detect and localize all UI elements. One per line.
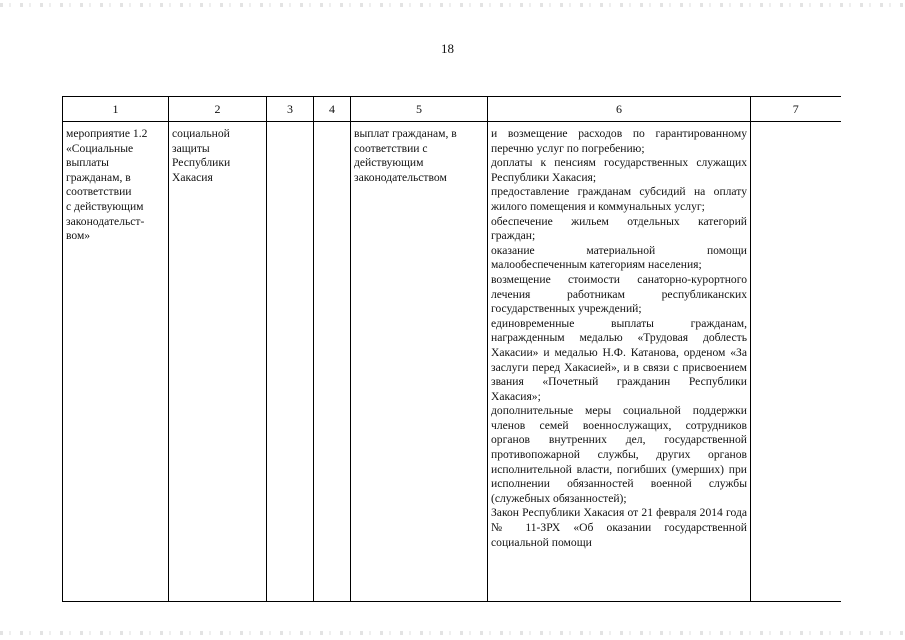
empty-cell-7 xyxy=(751,122,841,602)
empty-cell-3 xyxy=(267,122,314,602)
description-paragraph: доплаты к пенсиям государственных служащих Республики Хакасия; xyxy=(491,156,747,184)
header-col-2: 2 xyxy=(169,97,267,122)
header-col-7: 7 xyxy=(751,97,841,122)
result-cell: выплат гражданам, в соответствии с действующим законодательством xyxy=(351,122,488,602)
header-col-3: 3 xyxy=(267,97,314,122)
description-paragraph: оказание материальной помощи малообеспеченным категориям населения; xyxy=(491,243,747,272)
measure-name-cell: мероприятие 1.2 «Социальные выплаты гражданам, в соответствии с действующим законодательст- вом» xyxy=(63,122,169,602)
table-row xyxy=(63,122,841,602)
header-row xyxy=(63,97,841,122)
header-col-6: 6 xyxy=(488,97,751,122)
description-paragraph: Закон Республики Хакасия от 21 февраля 2014 года № 11-ЗРХ «Об оказании государственной социальной помощи xyxy=(491,506,747,549)
description-paragraph: единовременные выплаты гражданам, награжденным медалью «Трудовая доблесть Хакасии» и медалью Н.Ф. Катанова, орденом «За заслуги перед Хакасией», и в связи с присвоением звания «Почетный гражданин Республики Хакасия»; xyxy=(491,316,747,403)
scan-edge-top xyxy=(0,3,905,7)
header-col-5: 5 xyxy=(351,97,488,122)
page-number: 18 xyxy=(441,41,454,56)
description-paragraph: предоставление гражданам субсидий на оплату жилого помещения и коммунальных услуг; xyxy=(491,185,747,213)
header-col-1: 1 xyxy=(63,97,169,122)
executor-cell: социальной защиты Республики Хакасия xyxy=(169,122,267,602)
program-table xyxy=(62,96,841,602)
description-paragraph: дополнительные меры социальной поддержки членов семей военнослужащих, сотрудников органов внутренних дел, государственной противопожарной службы, других органов исполнительной власти, погибших (умерших) при исполнении обязанностей военной службы (служебных обязанностей); xyxy=(491,404,747,505)
description-paragraph: и возмещение расходов по гарантированному перечню услуг по погребению; xyxy=(491,127,747,155)
scan-edge-bottom xyxy=(0,631,905,635)
empty-cell-4 xyxy=(314,122,351,602)
header-col-4: 4 xyxy=(314,97,351,122)
description-paragraph: обеспечение жильем отдельных категорий граждан; xyxy=(491,214,747,243)
description-cell xyxy=(488,122,751,602)
description-paragraph: возмещение стоимости санаторно-курортного лечения работникам республиканских государственных учреждений; xyxy=(491,272,747,316)
